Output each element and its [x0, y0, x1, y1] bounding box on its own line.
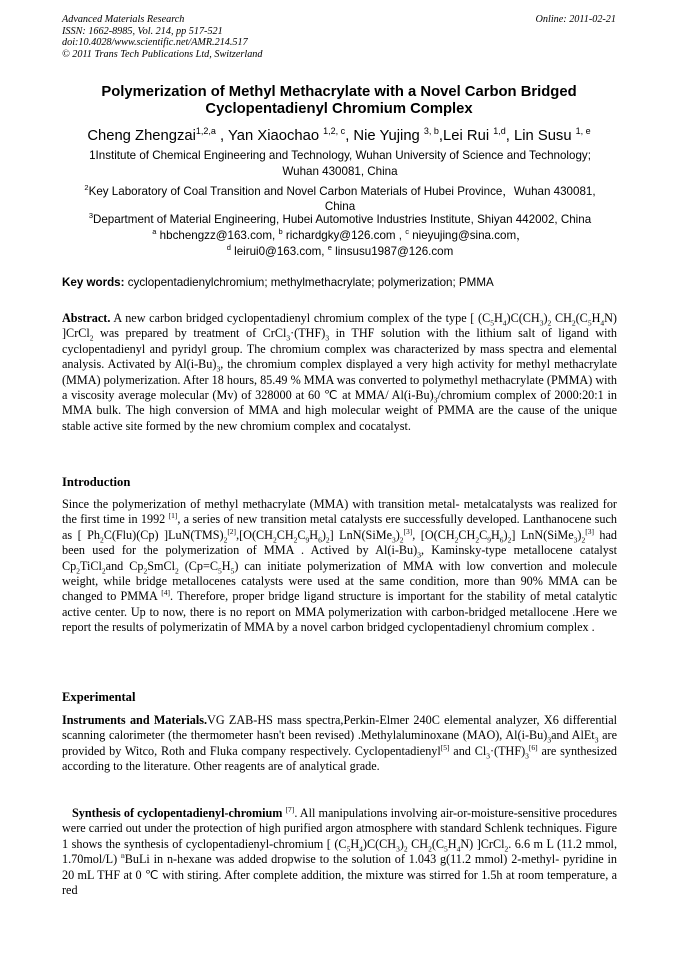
- intro-text: (Cp=C: [178, 558, 219, 573]
- synthesis-paragraph: [62, 806, 617, 898]
- subscript: 9: [487, 535, 491, 545]
- intro-text: Since the polymerization of methyl methacrylate (MMA) with transition metal- metalcatalysts was realized for the first time in 1992: [62, 497, 617, 527]
- affiliation-1: [62, 148, 618, 179]
- subscript: 2: [504, 844, 509, 854]
- exp-text: N) ]CrCl: [460, 836, 505, 851]
- author-name: Lei Rui: [443, 127, 494, 144]
- abstract-paragraph: [62, 311, 617, 434]
- intro-text: and Cp: [105, 558, 144, 573]
- subscript: 2: [399, 535, 404, 545]
- email-marker: e: [327, 243, 332, 252]
- intro-text: CH: [458, 527, 476, 542]
- subscript: 2: [272, 535, 277, 545]
- subscript: 9: [305, 535, 310, 545]
- author-affil: 1, e: [575, 126, 591, 136]
- exp-text: and Cl: [449, 743, 487, 758]
- affiliation-3-number: 3: [88, 211, 93, 220]
- abstract-text: /chromium complex of 2000:20:1 in MMA bulk. The high conversion of MMA and high molecular weight of PMMA are the cause of the unique stable active site formed by the new chromium complex and cocatalyst.: [62, 388, 617, 433]
- abstract-text: (C: [575, 311, 588, 325]
- subscript: 3: [391, 535, 396, 545]
- affiliation-2-text: Key Laboratory of Coal Transition and Novel Carbon Materials of Hubei Province，Wuhan 430081,: [88, 184, 596, 198]
- subscript: 4: [456, 844, 461, 854]
- abstract-label: Abstract.: [62, 311, 111, 325]
- intro-text: CH: [276, 527, 294, 542]
- paper-title: [30, 84, 648, 118]
- affiliation-2-line-1: [62, 180, 618, 199]
- subscript: 2: [581, 535, 586, 545]
- journal-name: Advanced Materials Research: [62, 14, 185, 25]
- subscript: 3: [417, 550, 421, 560]
- subscript: 2: [547, 318, 552, 328]
- intro-text: TiCl: [79, 558, 102, 573]
- keywords: [62, 275, 618, 290]
- keywords-label: Key words:: [62, 276, 125, 289]
- subscript: 6: [318, 535, 322, 545]
- subscript: 3: [539, 318, 544, 328]
- subscript: 3: [325, 333, 330, 343]
- exp-text: H: [350, 836, 360, 851]
- subscript: 2: [223, 535, 228, 545]
- abstract-text: A new carbon bridged cyclopentadienyl chromium complex of the type [ (C: [110, 311, 491, 325]
- abstract-text: , the chromium complex displayed a very high activity for methyl methacrylate (MMA) polymerization. After 18 hours, 85.49 % MMA was converted to polymethyl methacrylate (PMMA) with a viscosity average molecular (Mv) of 328000 at 60 ℃ at MMA/ Al(i-Bu): [62, 357, 617, 403]
- subscript: 5: [346, 844, 351, 854]
- author-name: Lin Susu: [513, 127, 576, 144]
- subscript: 6: [499, 535, 504, 545]
- affiliation-1-line-2: Wuhan 430081, China: [282, 164, 398, 178]
- subscript: 3: [573, 535, 578, 545]
- subscript: 5: [490, 318, 494, 328]
- citation-ref[interactable]: [7]: [285, 804, 295, 814]
- intro-text: , Kaminsky-type metallocene catalyst Cp: [62, 543, 617, 573]
- subscript: 2: [143, 566, 148, 576]
- subscript: 5: [444, 844, 448, 854]
- exp-text: are synthesized according to the literature. Other reagents are of analytical grade.: [62, 743, 617, 774]
- author-name: Nie Yujing: [353, 127, 424, 144]
- abstract-text: H: [591, 311, 601, 325]
- subscript: 2: [403, 844, 408, 854]
- intro-text: , a series of new transition metal catalysts ere successfully developed. Lanthanocene such as [ Ph: [62, 512, 617, 542]
- author-name: Cheng Zhengzai: [87, 127, 196, 144]
- abstract-text: H: [493, 311, 503, 325]
- introduction-paragraph: [62, 497, 617, 636]
- citation-ref[interactable]: [6]: [528, 742, 538, 752]
- email-line-2: [62, 240, 618, 259]
- affiliation-1-line-1: 1Institute of Chemical Engineering and Technology, Wuhan University of Science and Technology;: [89, 149, 591, 162]
- intro-text: had been used for the polymerization of MMA . Actived by Al(i-Bu): [62, 527, 617, 558]
- intro-text: C(Flu)(Cp) ]LuN(TMS): [103, 527, 224, 542]
- author-affil: 1,2,a: [195, 126, 216, 136]
- intro-text: , [O(CH: [412, 527, 455, 542]
- subscript: 3: [525, 751, 529, 761]
- subscript: 5: [230, 566, 235, 576]
- author-list: [0, 122, 678, 145]
- subscript: 3: [547, 735, 552, 745]
- subscript: 2: [293, 535, 298, 545]
- author-affil: 3, b: [423, 126, 439, 136]
- exp-text: CH: [407, 836, 429, 851]
- subscript: 2: [89, 333, 94, 343]
- intro-text: C: [297, 527, 306, 542]
- abstract-text: )C(CH: [506, 311, 540, 325]
- experimental-heading: Experimental: [62, 690, 136, 704]
- title-line-1: Polymerization of Methyl Methacrylate with a Novel Carbon Bridged: [101, 84, 577, 100]
- intro-text: ): [577, 527, 582, 542]
- intro-text: ] LnN(SiMe: [329, 527, 392, 542]
- intro-text: ,[O(CH: [236, 527, 273, 542]
- subscript: 3: [216, 364, 221, 374]
- citation-ref[interactable]: [3]: [585, 526, 594, 536]
- intro-text: H: [490, 527, 500, 542]
- exp-text: VG ZAB-HS mass spectra,Perkin-Elmer 240C elemental analyzer, X6 differential scanning calorimeter (the thermometer hasn't been revised) .Methylaluminoxane (MAO), Al(i-Bu): [62, 713, 618, 743]
- email-marker: b: [278, 227, 283, 236]
- subscript: 2: [99, 535, 104, 545]
- affiliation-2-number: 2: [84, 183, 89, 192]
- citation-ref[interactable]: [5]: [440, 742, 450, 752]
- exp-text: (C: [431, 836, 445, 851]
- author-affil: 1,d: [493, 126, 506, 136]
- email-marker: c: [405, 227, 409, 236]
- author-sep: ,: [345, 127, 354, 144]
- exp-text: H: [447, 836, 457, 851]
- subscript: 2: [101, 566, 106, 576]
- subscript: 4: [502, 318, 507, 328]
- journal-header: [62, 14, 616, 60]
- intro-text: ) can initiate polymerization of MMA with low convertion and molecule weight, while bridge metallocenes catalysts were used at the same condition, more than 90% MMA can be changed to PMMA: [62, 558, 617, 604]
- keywords-text: cyclopentadienylchromium; methylmethacrylate; polymerization; PMMA: [124, 276, 494, 289]
- intro-text: H: [221, 558, 231, 573]
- subscript: 2: [325, 535, 330, 545]
- email-marker: a: [152, 227, 157, 236]
- abstract-text: in THF solution with the lithium salt of ligand with cyclopentadienyl and pyridyl group. The chromium complex was characterized by mass spectra and elemental analysis. Activated by Al(i-Bu): [62, 326, 617, 372]
- abstract-text: CH: [551, 311, 572, 325]
- intro-text: ): [395, 527, 400, 542]
- subscript: 2: [507, 535, 512, 545]
- subscript: 3: [396, 844, 400, 854]
- instruments-label: Instruments and Materials.: [62, 713, 208, 727]
- exp-text: ): [399, 836, 404, 851]
- abstract-text: N) ]CrCl: [62, 311, 617, 341]
- email-marker: d: [226, 243, 231, 252]
- subscript: 3: [433, 395, 438, 405]
- intro-text: . Therefore, proper bridge ligand structure is important for the stability of metal catalytic active center. Up to now, there is no report on MMA polymerization with carbon-bridged metallocene .Here we report the results of polymerizatin of MMA by a novel carbon bridged cyclopentadienyl chromium complex .: [62, 589, 617, 635]
- subscript: 3: [486, 751, 490, 761]
- email-address[interactable]: linsusu1987@126.com: [331, 244, 454, 258]
- subscript: 2: [454, 535, 459, 545]
- intro-text: H: [309, 527, 319, 542]
- citation-ref[interactable]: [3]: [403, 526, 413, 536]
- subscript: 5: [218, 566, 222, 576]
- affiliation-2-line-2: China: [324, 200, 356, 214]
- citation-ref[interactable]: [4]: [161, 588, 171, 598]
- exp-text: . 6.6 m L (11.2 mmol, 1.70mol/L): [62, 836, 617, 867]
- subscript: 2: [571, 318, 576, 328]
- exp-text: BuLi in n-hexane was added dropwise to the solution of 1.043 g(11.2 mmol) 2-methyl- pyridine in 20 mL THF at 0 ℃ with stiring. After complete addition, the mixture was stirred for 1.5h at room temperature, a red: [62, 852, 618, 898]
- doi: doi:10.4028/www.scientific.net/AMR.214.517: [62, 37, 248, 49]
- instruments-paragraph: [62, 713, 617, 775]
- author-name: Yan Xiaochao: [228, 127, 324, 144]
- abstract-text: was prepared by treatment of CrCl: [93, 326, 287, 341]
- exp-text: ·(THF): [489, 743, 526, 758]
- exp-text: . All manipulations involving air-or-moisture-sensitive procedures were carried out under the protection of high purified argon atmosphere with standard Schlenk techniques. Figure 1 shows the synthesis of cyclopentadienyl-chromium [ (C: [62, 806, 617, 851]
- subscript: 2: [428, 844, 432, 854]
- introduction-heading: Introduction: [62, 475, 131, 489]
- synthesis-label: Synthesis of cyclopentadienyl-chromium: [72, 806, 286, 820]
- issn: ISSN: 1662-8985, Vol. 214, pp 517-521: [62, 25, 223, 37]
- intro-text: ] LnN(SiMe: [511, 527, 574, 542]
- citation-ref[interactable]: [1]: [168, 511, 178, 521]
- exp-text: )C(CH: [362, 836, 397, 851]
- author-sep: ,: [505, 127, 514, 144]
- abstract-text: ·(THF): [290, 326, 326, 341]
- citation-ref[interactable]: [2]: [227, 526, 237, 536]
- email-address[interactable]: richardgky@126.com ,: [282, 228, 406, 242]
- intro-text: C: [479, 527, 488, 542]
- exp-text: and AlEt: [551, 728, 595, 743]
- exp-text: are provided by Witco, Roth and Fluka company respectively. Cyclopentadienyl: [62, 728, 617, 758]
- subscript: 3: [286, 333, 291, 343]
- subscript: 4: [600, 318, 605, 328]
- intro-text: ): [321, 527, 326, 542]
- subscript: 3: [594, 735, 599, 745]
- title-line-2: Cyclopentadienyl Chromium Complex: [205, 101, 473, 117]
- author-affil: 1,2, c: [323, 126, 346, 136]
- superscript: n: [121, 851, 125, 861]
- subscript: 2: [76, 566, 80, 576]
- subscript: 5: [587, 318, 592, 328]
- subscript: 4: [359, 844, 363, 854]
- intro-text: ): [503, 527, 508, 542]
- email-address[interactable]: hbchengzz@163.com,: [156, 228, 279, 242]
- author-sep: ,: [438, 127, 444, 144]
- author-sep: ,: [215, 127, 229, 144]
- subscript: 2: [175, 566, 179, 576]
- subscript: 2: [475, 535, 480, 545]
- intro-text: SmCl: [147, 558, 175, 573]
- affiliation-3-text: Department of Material Engineering, Hubei Automotive Industries Institute, Shiyan 442002, China: [92, 212, 592, 226]
- abstract-text: ): [543, 311, 548, 325]
- email-address[interactable]: leirui0@163.com,: [230, 244, 328, 258]
- online-date: Online: 2011-02-21: [535, 14, 616, 25]
- email-address[interactable]: nieyujing@sina.com，: [408, 228, 528, 242]
- copyright: © 2011 Trans Tech Publications Ltd, Switzerland: [62, 48, 263, 60]
